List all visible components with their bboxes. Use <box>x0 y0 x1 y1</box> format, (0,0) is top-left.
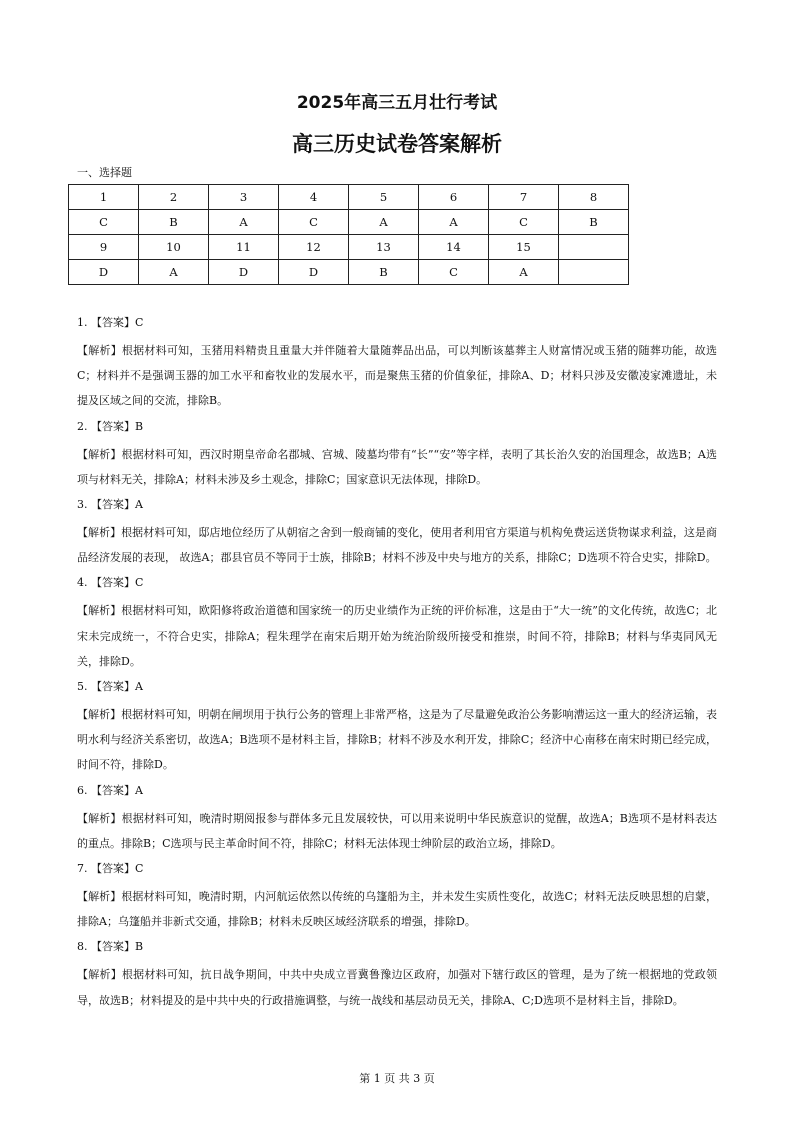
table-cell: 6 <box>419 185 489 210</box>
table-cell: A <box>419 210 489 235</box>
table-cell: 9 <box>69 235 139 260</box>
question-8-answer: 8. 【答案】B <box>77 940 144 954</box>
table-row <box>69 235 629 260</box>
table-cell: 2 <box>139 185 209 210</box>
table-cell: C <box>419 260 489 285</box>
table-cell <box>559 235 629 260</box>
table-cell <box>559 260 629 285</box>
page-footer: 第 1 页 共 3 页 <box>359 1072 435 1085</box>
table-cell: A <box>349 210 419 235</box>
exam-title: 2025年高三五月壮行考试 <box>296 93 498 113</box>
question-3-answer: 3. 【答案】A <box>77 498 143 512</box>
answer-table <box>68 184 629 285</box>
question-2-explanation: 【解析】根据材料可知，西汉时期皇帝命名郡城、宫城、陵墓均带有“长”“安”等字样，表明了其长治久安的治国理念，故选B；A选项与材料无关，排除A；材料未涉及乡土观念，排除C；国家意识无法体现，排除D。 <box>77 447 717 486</box>
question-7-answer: 7. 【答案】C <box>77 862 144 876</box>
table-cell: 12 <box>279 235 349 260</box>
question-6-answer: 6. 【答案】A <box>77 783 143 797</box>
table-cell: D <box>279 260 349 285</box>
table-cell: D <box>209 260 279 285</box>
table-row <box>69 260 629 285</box>
table-cell: 15 <box>489 235 559 260</box>
table-cell: 3 <box>209 185 279 210</box>
table-cell: 14 <box>419 235 489 260</box>
table-cell: B <box>349 260 419 285</box>
table-cell: C <box>279 210 349 235</box>
table-cell: 10 <box>139 235 209 260</box>
question-3-explanation: 【解析】根据材料可知，邸店地位经历了从朝宿之舍到一般商铺的变化，使用者利用官方渠道与机构免费运送货物谋求利益，这是商品经济发展的表现， 故选A；郡县官员不等同于士族，排除B；材料不涉及中央与地方的关系，排除C；D选项不符合史实，排除D。 <box>77 526 717 565</box>
table-cell: 5 <box>349 185 419 210</box>
table-cell: A <box>489 260 559 285</box>
question-5-explanation: 【解析】根据材料可知，明朝在闸坝用于执行公务的管理上非常严格，这是为了尽量避免政治公务影响漕运这一重大的经济运输，表明水利与经济关系密切，故选A；B选项不是材料主旨，排除B；材料不涉及水利开发，排除C；经济中心南移在南宋时期已经完成，时间不符，排除D。 <box>77 708 717 772</box>
table-cell: B <box>139 210 209 235</box>
table-cell: 7 <box>489 185 559 210</box>
table-cell: C <box>69 210 139 235</box>
table-cell: C <box>489 210 559 235</box>
question-7-explanation: 【解析】根据材料可知，晚清时期，内河航运依然以传统的乌篷船为主，并未发生实质性变化，故选C；材料无法反映思想的启蒙，排除A；乌篷船并非新式交通，排除B；材料未反映区域经济联系的增强，排除D。 <box>77 890 717 929</box>
table-cell: 11 <box>209 235 279 260</box>
table-cell: 1 <box>69 185 139 210</box>
table-cell: 8 <box>559 185 629 210</box>
table-cell: D <box>69 260 139 285</box>
section-label: 一、选择题 <box>77 166 132 179</box>
paper-title: 高三历史试卷答案解析 <box>292 132 502 156</box>
table-cell: 4 <box>279 185 349 210</box>
question-1-answer: 1. 【答案】C <box>77 316 144 329</box>
answer-explanations <box>77 315 717 1018</box>
table-row <box>69 210 629 235</box>
question-5-answer: 5. 【答案】A <box>77 680 143 694</box>
question-4-answer: 4. 【答案】C <box>77 576 144 590</box>
table-cell: 13 <box>349 235 419 260</box>
question-6-explanation: 【解析】根据材料可知，晚清时期阅报参与群体多元且发展较快，可以用来说明中华民族意识的觉醒，故选A；B选项不是材料表达的重点。排除B；C选项与民主革命时间不符，排除C；材料无法体现士绅阶层的政治立场，排除D。 <box>77 811 717 850</box>
question-8-explanation: 【解析】根据材料可知，抗日战争期间，中共中央成立晋冀鲁豫边区政府，加强对下辖行政区的管理，是为了统一根据地的党政领导，故选B；材料提及的是中共中央的行政措施调整，与统一战线和基层动员无关，排除A、C;D选项不是材料主旨，排除D。 <box>77 968 717 1007</box>
question-4-explanation: 【解析】根据材料可知，欧阳修将政治道德和国家统一的历史业绩作为正统的评价标准，这是由于“大一统”的文化传统，故选C；北宋未完成统一，不符合史实，排除A；程朱理学在南宋后期开始为统治阶级所接受和推崇，时间不符，排除B；材料与华夷同风无关，排除D。 <box>77 604 717 668</box>
table-cell: B <box>559 210 629 235</box>
table-row <box>69 185 629 210</box>
table-cell: A <box>139 260 209 285</box>
question-2-answer: 2. 【答案】B <box>77 419 144 433</box>
table-cell: A <box>209 210 279 235</box>
question-1-explanation: 【解析】根据材料可知，玉猪用料精贵且重量大并伴随着大量随葬品出品，可以判断该墓葬主人财富情况或玉猪的随葬功能，故选C；材料并不是强调玉器的加工水平和畜牧业的发展水平，而是聚焦玉猪的价值象征，排除A、D；材料只涉及安徽凌家滩遗址，未提及区域之间的交流，排除B。 <box>77 344 717 408</box>
